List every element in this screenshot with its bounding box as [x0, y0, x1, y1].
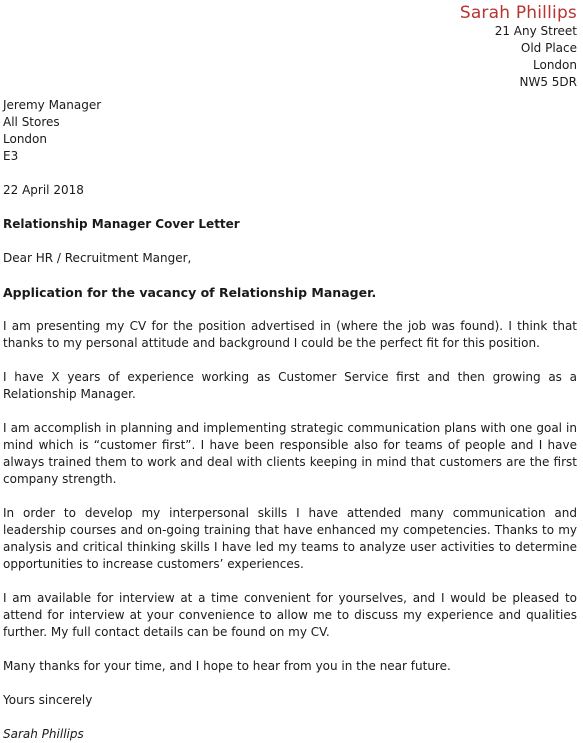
cover-letter: [3, 0, 577, 743]
sender-address-line-1: 21 Any Street: [494, 24, 577, 38]
sender-address-line-4: NW5 5DR: [519, 75, 577, 89]
body-paragraph-4: In order to develop my interpersonal skills I have attended many communication and leadership courses and on-going training that have enhanced my competencies. Thanks to my analysis and critical thinking skills I have led my teams to analyze user activities to determine opportunities to increase customers’ experiences.: [3, 506, 577, 571]
sender-name: Sarah Phillips: [459, 3, 577, 23]
recipient-line-2: All Stores: [3, 115, 60, 129]
salutation: Dear HR / Recruitment Manger,: [3, 251, 192, 265]
body-paragraph-1: I am presenting my CV for the position advertised in (where the job was found). I think that thanks to my personal attitude and background I could be the perfect fit for this position.: [3, 319, 577, 350]
closing: Yours sincerely: [3, 693, 93, 707]
recipient-line-3: London: [3, 132, 47, 146]
letter-date: 22 April 2018: [3, 183, 84, 197]
sender-block: [3, 3, 577, 91]
recipient-block: [3, 97, 577, 165]
signature: Sarah Phillips: [3, 727, 84, 741]
body-paragraph-3: I am accomplish in planning and implementing strategic communication plans with one goal in mind which is “customer first”. I have been responsible also for teams of people and I have always trained them to work and deal with clients keeping in mind that customers are the first company strength.: [3, 421, 577, 486]
sender-address-line-3: London: [533, 58, 577, 72]
body-paragraph-5: I am available for interview at a time convenient for yourselves, and I would be pleased to attend for interview at your convenience to allow me to discuss my experience and qualities further. My full contact details can be found on my CV.: [3, 591, 577, 639]
sender-address-line-2: Old Place: [520, 41, 577, 55]
body-paragraph-6: Many thanks for your time, and I hope to hear from you in the near future.: [3, 659, 451, 673]
body-paragraph-2: I have X years of experience working as Customer Service first and then growing as a Relationship Manager.: [3, 370, 577, 401]
letter-subject: Relationship Manager Cover Letter: [3, 217, 240, 231]
recipient-line-1: Jeremy Manager: [3, 98, 102, 112]
application-heading: Application for the vacancy of Relationship Manager.: [3, 285, 377, 300]
recipient-line-4: E3: [3, 149, 19, 163]
